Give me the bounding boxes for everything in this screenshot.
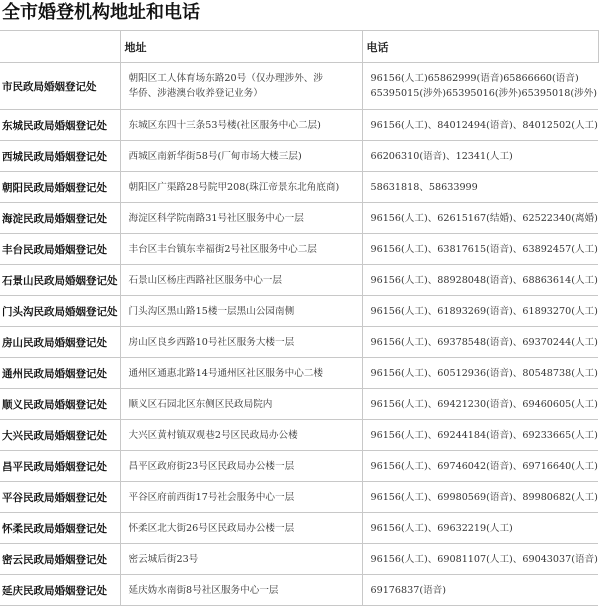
address-line: 海淀区科学院南路31号社区服务中心一层 <box>128 212 304 224</box>
office-address <box>120 451 362 482</box>
address-line: 丰台区丰台镇东幸福街2号社区服务中心二层 <box>128 243 317 255</box>
office-address <box>120 265 362 296</box>
office-address <box>120 296 362 327</box>
office-address <box>120 420 362 451</box>
office-phone <box>362 451 598 482</box>
table-row <box>0 575 598 606</box>
table-header-row <box>0 31 598 63</box>
table-row <box>0 358 598 389</box>
office-phone <box>362 389 598 420</box>
phone-line: 58631818、58633999 <box>370 181 478 193</box>
table-row <box>0 172 598 203</box>
address-line: 密云城后街23号 <box>128 553 199 565</box>
table-row <box>0 451 598 482</box>
office-phone <box>362 544 598 575</box>
phone-line: 96156(人工)、84012494(语音)、84012502(人工) <box>370 119 598 131</box>
office-address <box>120 358 362 389</box>
address-line: 朝阳区广渠路28号院甲208(珠江帝景东北角底商) <box>128 181 340 193</box>
phone-line: 96156(人工)、69980569(语音)、89980682(人工) <box>370 491 598 503</box>
office-name: 东城民政局婚姻登记处 <box>0 110 120 141</box>
office-name: 石景山民政局婚姻登记处 <box>0 265 120 296</box>
office-name: 海淀民政局婚姻登记处 <box>0 203 120 234</box>
office-phone <box>362 420 598 451</box>
office-phone <box>362 172 598 203</box>
office-name: 市民政局婚姻登记处 <box>0 63 120 110</box>
phone-line: 96156(人工)、69081107(人工)、69043037(语音) <box>370 553 598 565</box>
office-address <box>120 141 362 172</box>
office-name: 西城民政局婚姻登记处 <box>0 141 120 172</box>
office-name: 门头沟民政局婚姻登记处 <box>0 296 120 327</box>
phone-line: 96156(人工)65862999(语音)65866660(语音) <box>370 73 579 84</box>
office-address <box>120 172 362 203</box>
office-address <box>120 513 362 544</box>
address-line: 朝阳区工人体育场东路20号（仅办理涉外、涉 <box>128 73 323 84</box>
address-line: 通州区通惠北路14号通州区社区服务中心二楼 <box>128 367 323 379</box>
phone-line: 66206310(语音)、12341(人工) <box>370 150 513 162</box>
address-line: 延庆妫水南街8号社区服务中心一层 <box>128 584 279 596</box>
address-line: 石景山区杨庄西路社区服务中心一层 <box>128 274 282 286</box>
phone-line: 96156(人工)、88928048(语音)、68863614(人工) <box>370 274 598 286</box>
office-address <box>120 544 362 575</box>
office-name: 通州民政局婚姻登记处 <box>0 358 120 389</box>
table-row <box>0 265 598 296</box>
address-line: 东城区东四十三条53号楼(社区服务中心二层) <box>128 119 321 131</box>
table-row <box>0 327 598 358</box>
address-line: 西城区南新华街58号(厂甸市场大楼三层) <box>128 150 302 162</box>
address-line: 华侨、涉港澳台收养登记业务） <box>128 88 263 99</box>
header-office <box>0 31 120 63</box>
address-line: 房山区良乡西路10号社区服务大楼一层 <box>128 336 295 348</box>
address-line: 门头沟区黑山路15楼一层黑山公园南侧 <box>128 305 295 317</box>
office-name: 顺义民政局婚姻登记处 <box>0 389 120 420</box>
phone-line: 96156(人工)、61893269(语音)、61893270(人工) <box>370 305 598 317</box>
table-row <box>0 234 598 265</box>
address-line: 大兴区黄村镇双观巷2号区民政局办公楼 <box>128 429 298 441</box>
office-phone <box>362 141 598 172</box>
office-phone <box>362 296 598 327</box>
phone-line: 96156(人工)、63817615(语音)、63892457(人工) <box>370 243 598 255</box>
page-title: 全市婚登机构地址和电话 <box>2 2 200 23</box>
office-phone <box>362 358 598 389</box>
address-line: 顺义区石园北区东侧区民政局院内 <box>128 398 273 410</box>
office-name: 大兴民政局婚姻登记处 <box>0 420 120 451</box>
office-name: 平谷民政局婚姻登记处 <box>0 482 120 513</box>
office-phone <box>362 110 598 141</box>
office-name: 朝阳民政局婚姻登记处 <box>0 172 120 203</box>
registry-table <box>0 30 599 606</box>
office-address <box>120 327 362 358</box>
office-address <box>120 389 362 420</box>
office-name: 丰台民政局婚姻登记处 <box>0 234 120 265</box>
office-phone <box>362 265 598 296</box>
phone-line: 65395015(涉外)65395016(涉外)65395018(涉外) <box>370 88 598 99</box>
office-phone <box>362 234 598 265</box>
table-row <box>0 482 598 513</box>
table-body <box>0 63 598 606</box>
table-row <box>0 420 598 451</box>
office-phone <box>362 575 598 606</box>
phone-line: 96156(人工)、69244184(语音)、69233665(人工) <box>370 429 598 441</box>
office-name: 房山民政局婚姻登记处 <box>0 327 120 358</box>
address-line: 平谷区府前西街17号社会服务中心一层 <box>128 491 295 503</box>
office-phone <box>362 63 598 110</box>
address-line: 昌平区政府街23号区民政局办公楼一层 <box>128 460 295 472</box>
phone-line: 69176837(语音) <box>370 584 447 596</box>
office-address <box>120 575 362 606</box>
table-row <box>0 513 598 544</box>
table-row <box>0 544 598 575</box>
header-phone: 电话 <box>362 31 598 63</box>
phone-line: 96156(人工)、60512936(语音)、80548738(人工) <box>370 367 598 379</box>
office-name: 怀柔民政局婚姻登记处 <box>0 513 120 544</box>
address-line: 怀柔区北大街26号区民政局办公楼一层 <box>128 522 295 534</box>
table-row <box>0 63 598 110</box>
office-address <box>120 63 362 110</box>
table-row <box>0 110 598 141</box>
office-address <box>120 482 362 513</box>
table-row <box>0 296 598 327</box>
office-address <box>120 234 362 265</box>
phone-line: 96156(人工)、62615167(结婚)、62522340(离婚) <box>370 212 598 224</box>
phone-line: 96156(人工)、69378548(语音)、69370244(人工) <box>370 336 598 348</box>
office-name: 昌平民政局婚姻登记处 <box>0 451 120 482</box>
phone-line: 96156(人工)、69421230(语音)、69460605(人工) <box>370 398 598 410</box>
office-address <box>120 110 362 141</box>
table-row <box>0 141 598 172</box>
office-name: 延庆民政局婚姻登记处 <box>0 575 120 606</box>
office-phone <box>362 203 598 234</box>
header-address: 地址 <box>120 31 362 63</box>
office-phone <box>362 513 598 544</box>
office-phone <box>362 482 598 513</box>
office-name: 密云民政局婚姻登记处 <box>0 544 120 575</box>
phone-line: 96156(人工)、69632219(人工) <box>370 522 513 534</box>
phone-line: 96156(人工)、69746042(语音)、69716640(人工) <box>370 460 598 472</box>
table-row <box>0 389 598 420</box>
office-phone <box>362 327 598 358</box>
office-address <box>120 203 362 234</box>
table-row <box>0 203 598 234</box>
